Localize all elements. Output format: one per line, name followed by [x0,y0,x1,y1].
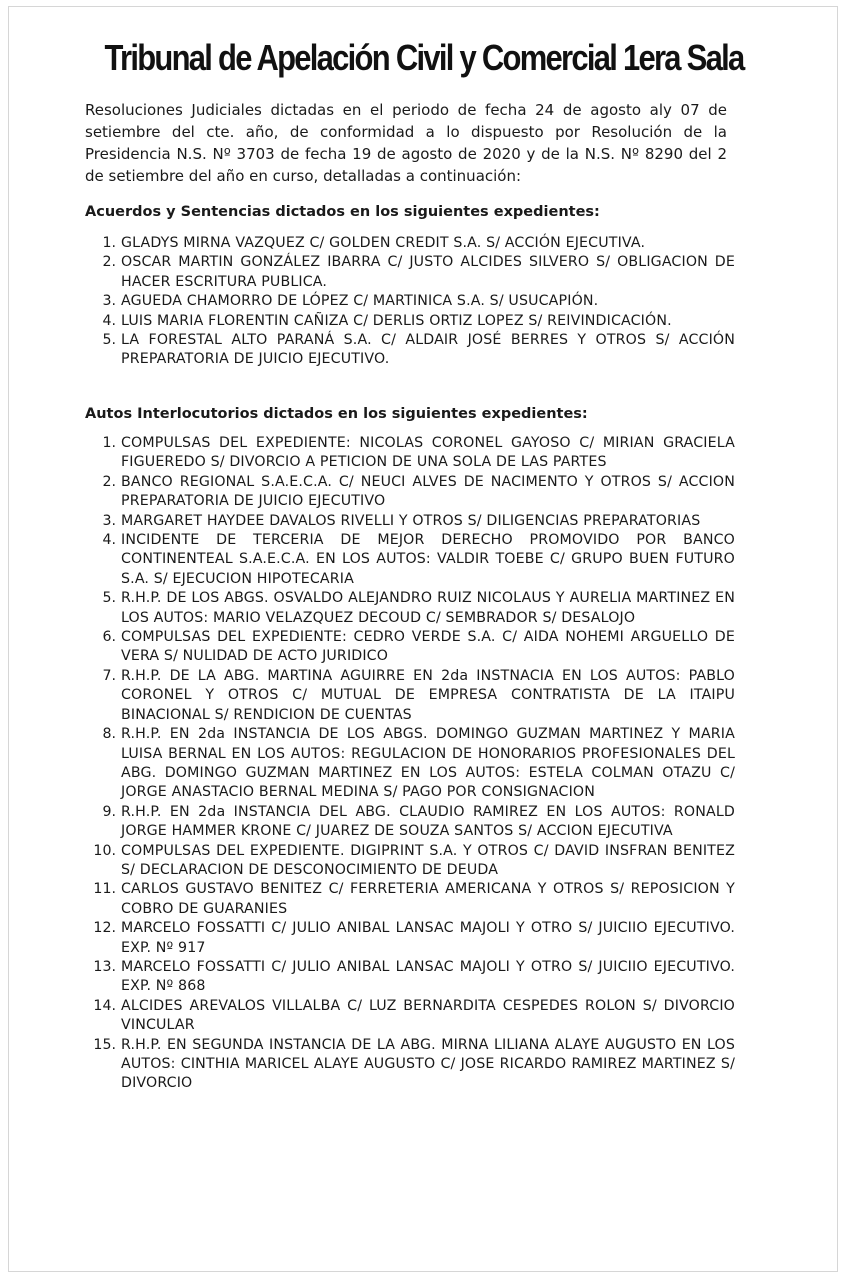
item-text: R.H.P. DE LOS ABGS. OSVALDO ALEJANDRO RUIZ NICOLAUS Y AURELIA MARTINEZ EN LOS AUTOS: MARIO VELAZQUEZ DECOUD C/ SEMBRADOR S/ DESALOJO [121,590,735,626]
item-text: R.H.P. EN 2da INSTANCIA DE LOS ABGS. DOMINGO GUZMAN MARTINEZ Y MARIA LUISA BERNAL EN LOS AUTOS: REGULACION DE HONORARIOS PROFESIONALES DEL ABG. DOMINGO GUZMAN MARTINEZ EN LOS AUTOS: ESTELA COLMAN OTAZU C/ JORGE ANASTACIO BERNAL MEDINA S/ PAGO POR CONSIGNACION [121,726,735,801]
section-heading-acuerdos: Acuerdos y Sentencias dictados en los siguientes expedientes: [85,204,600,220]
item-text: COMPULSAS DEL EXPEDIENTE. DIGIPRINT S.A. Y OTROS C/ DAVID INSFRAN BENITEZ S/ DECLARACION DE DESCONOCIMIENTO DE DEUDA [121,842,735,878]
item-number: 10. [93,842,116,859]
list-item [85,331,735,370]
list-item [85,919,735,958]
item-text: LUIS MARIA FLORENTIN CAÑIZA C/ DERLIS ORTIZ LOPEZ S/ REIVINDICACIÓN. [121,312,672,329]
item-number: 5. [102,332,116,349]
list-item [85,312,735,331]
list-item [85,628,735,667]
list-item [85,531,735,589]
item-text: COMPULSAS DEL EXPEDIENTE: CEDRO VERDE S.A. C/ AIDA NOHEMI ARGUELLO DE VERA S/ NULIDAD DE ACTO JURIDICO [121,629,735,665]
list-item [85,1036,735,1094]
item-number: 4. [102,312,116,329]
item-text: MARCELO FOSSATTI C/ JULIO ANIBAL LANSAC MAJOLI Y OTRO S/ JUICIIO EJECUTIVO. EXP. Nº 868 [121,958,735,995]
item-text: ALCIDES AREVALOS VILLALBA C/ LUZ BERNARDITA CESPEDES ROLON S/ DIVORCIO VINCULAR [121,997,735,1034]
autos-list [85,434,735,1094]
list-item [85,292,735,311]
item-text: MARGARET HAYDEE DAVALOS RIVELLI Y OTROS S/ DILIGENCIAS PREPARATORIAS [121,512,701,529]
item-number: 3. [102,512,116,529]
item-number: 15. [93,1036,116,1053]
item-number: 6. [102,629,116,646]
item-text: GLADYS MIRNA VAZQUEZ C/ GOLDEN CREDIT S.A. S/ ACCIÓN EJECUTIVA. [121,235,646,251]
list-item [85,842,735,881]
item-number: 9. [102,803,116,820]
item-text: MARCELO FOSSATTI C/ JULIO ANIBAL LANSAC MAJOLI Y OTRO S/ JUICIIO EJECUTIVO. EXP. Nº 917 [121,920,735,956]
item-number: 14. [93,997,116,1014]
list-item [85,958,735,997]
list-item [85,880,735,919]
list-item [85,434,735,473]
item-text: OSCAR MARTIN GONZÁLEZ IBARRA C/ JUSTO ALCIDES SILVERO S/ OBLIGACION DE HACER ESCRITURA PUBLICA. [121,254,735,290]
list-item [85,667,735,725]
item-number: 8. [102,726,116,743]
item-text: COMPULSAS DEL EXPEDIENTE: NICOLAS CORONEL GAYOSO C/ MIRIAN GRACIELA FIGUEREDO S/ DIVORCIO A PETICION DE UNA SOLA DE LAS PARTES [121,435,735,471]
item-number: 5. [102,590,116,607]
item-text: BANCO REGIONAL S.A.E.C.A. C/ NEUCI ALVES DE NACIMENTO Y OTROS S/ ACCION PREPARATORIA DE JUICIO EJECUTIVO [121,473,735,510]
acuerdos-list [85,234,735,370]
item-number: 2. [102,254,116,271]
item-number: 7. [102,667,116,684]
item-number: 12. [93,920,116,937]
item-text: LA FORESTAL ALTO PARANÁ S.A. C/ ALDAIR JOSÉ BERRES Y OTROS S/ ACCIÓN PREPARATORIA DE JUICIO EJECUTIVO. [121,332,735,368]
list-item [85,512,735,531]
intro-paragraph: Resoluciones Judiciales dictadas en el periodo de fecha 24 de agosto aly 07 de setiembre del cte. año, de conformidad a lo dispuesto por Resolución de la Presidencia N.S. Nº 3703 de fecha 19 de agosto de 2020 y de la N.S. Nº 8290 del 2 de setiembre del año en curso, detalladas a continuación: [85,101,727,185]
item-number: 1. [102,235,116,251]
item-text: R.H.P. EN 2da INSTANCIA DEL ABG. CLAUDIO RAMIREZ EN LOS AUTOS: RONALD JORGE HAMMER KRONE C/ JUAREZ DE SOUZA SANTOS S/ ACCION EJECUTIVA [121,803,735,840]
item-text: CARLOS GUSTAVO BENITEZ C/ FERRETERIA AMERICANA Y OTROS S/ REPOSICION Y COBRO DE GUARANIES [121,881,735,917]
list-item [85,997,735,1036]
item-number: 2. [102,473,116,490]
item-text: R.H.P. DE LA ABG. MARTINA AGUIRRE EN 2da INSTNACIA EN LOS AUTOS: PABLO CORONEL Y OTROS C/ MUTUAL DE EMPRESA CONTRATISTA DE LA ITAIPU BINACIONAL S/ RENDICION DE CUENTAS [121,667,735,723]
list-item [85,473,735,512]
list-item [85,803,735,842]
item-number: 4. [102,532,116,549]
document-page [8,6,838,1272]
item-number: 11. [93,881,116,898]
item-number: 13. [93,958,116,975]
item-text: INCIDENTE DE TERCERIA DE MEJOR DERECHO PROMOVIDO POR BANCO CONTINENTEAL S.A.E.C.A. EN LOS AUTOS: VALDIR TOEBE C/ GRUPO BUEN FUTURO S.A. S/ EJECUCION HIPOTECARIA [121,532,735,587]
item-number: 1. [102,435,116,451]
item-text: R.H.P. EN SEGUNDA INSTANCIA DE LA ABG. MIRNA LILIANA ALAYE AUGUSTO EN LOS AUTOS: CINTHIA MARICEL ALAYE AUGUSTO C/ JOSE RICARDO RAMIREZ MARTINEZ S/ DIVORCIO [121,1036,735,1092]
item-text: AGUEDA CHAMORRO DE LÓPEZ C/ MARTINICA S.A. S/ USUCAPIÓN. [121,293,599,310]
list-item [85,253,735,292]
list-item [85,725,735,803]
section-heading-autos: Autos Interlocutorios dictados en los siguientes expedientes: [85,406,588,422]
list-item [85,234,735,253]
item-number: 3. [102,293,116,310]
document-title: Tribunal de Apelación Civil y Comercial 1era Sala [104,37,744,78]
list-item [85,589,735,628]
